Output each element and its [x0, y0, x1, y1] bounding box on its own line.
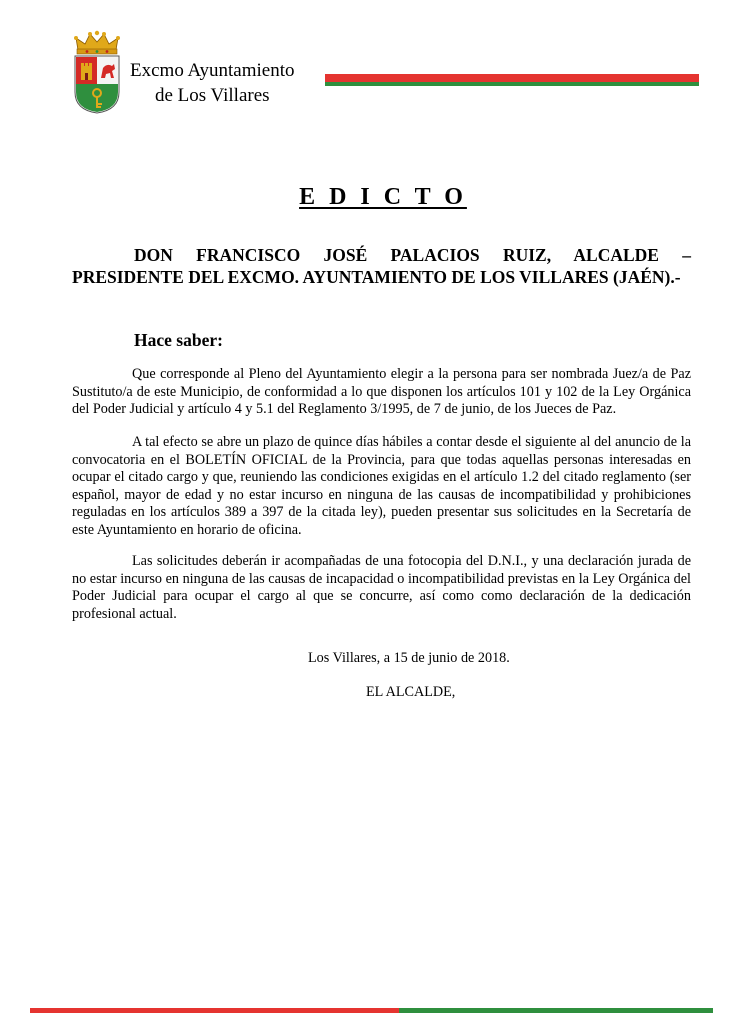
organization-name-line1: Excmo Ayuntamiento [130, 60, 295, 81]
organization-name [130, 58, 294, 108]
date-line: Los Villares, a 15 de junio de 2018. [308, 650, 510, 666]
hace-saber-heading: Hace saber: [134, 330, 223, 350]
signer-title: EL ALCALDE, [366, 684, 456, 700]
body-paragraph-3: Las solicitudes deberán ir acompañadas de una fotocopia del D.N.I., y una declaración jurada de no estar incurso en ninguna de las causas de incapacidad o incompatibilidad previstas en la Ley Orgánica del Poder Judicial para ocupar el cargo al que se concurre, así como como declaración de la dedicación profesional actual. [72, 553, 691, 622]
organization-name-line2: de Los Villares [154, 85, 270, 106]
body-paragraph-2: A tal efecto se abre un plazo de quince días hábiles a contar desde el siguiente al del anuncio de la convocatoria en el BOLETÍN OFICIAL de la Provincia, para que todas aquellas personas interesadas en ocupar el citado cargo y que, reuniendo las condiciones exigidas en el artículo 1.2 del citado reglamento (ser español, mayor de edad y no estar incurso en ninguna de las causas de incompatibilidad y prohibiciones reguladas en los artículos 389 a 397 de la citada ley), pueden presentar sus solicitudes en la Secretaría de este Ayuntamiento en horario de oficina. [72, 434, 691, 538]
coat-of-arms-icon [72, 30, 122, 114]
footer-color-bar [30, 1008, 713, 1013]
header-color-bar [325, 74, 699, 86]
body-paragraph-1: Que corresponde al Pleno del Ayuntamiento elegir a la persona para ser nombrada Juez/a de Paz Sustituto/a de este Municipio, de conformidad a lo que disponen los artículos 101 y 102 de la Ley Orgánica del Poder Judicial y artículo 4 y 5.1 del Reglamento 3/1995, de 7 de junio, de los Jueces de Paz. [72, 366, 691, 418]
intro-heading: DON FRANCISCO JOSÉ PALACIOS RUIZ, ALCALDE – PRESIDENTE DEL EXCMO. AYUNTAMIENTO DE LOS VILLARES (JAÉN).- [72, 245, 691, 287]
document-title: E D I C T O [299, 184, 467, 210]
letterhead [0, 0, 735, 130]
